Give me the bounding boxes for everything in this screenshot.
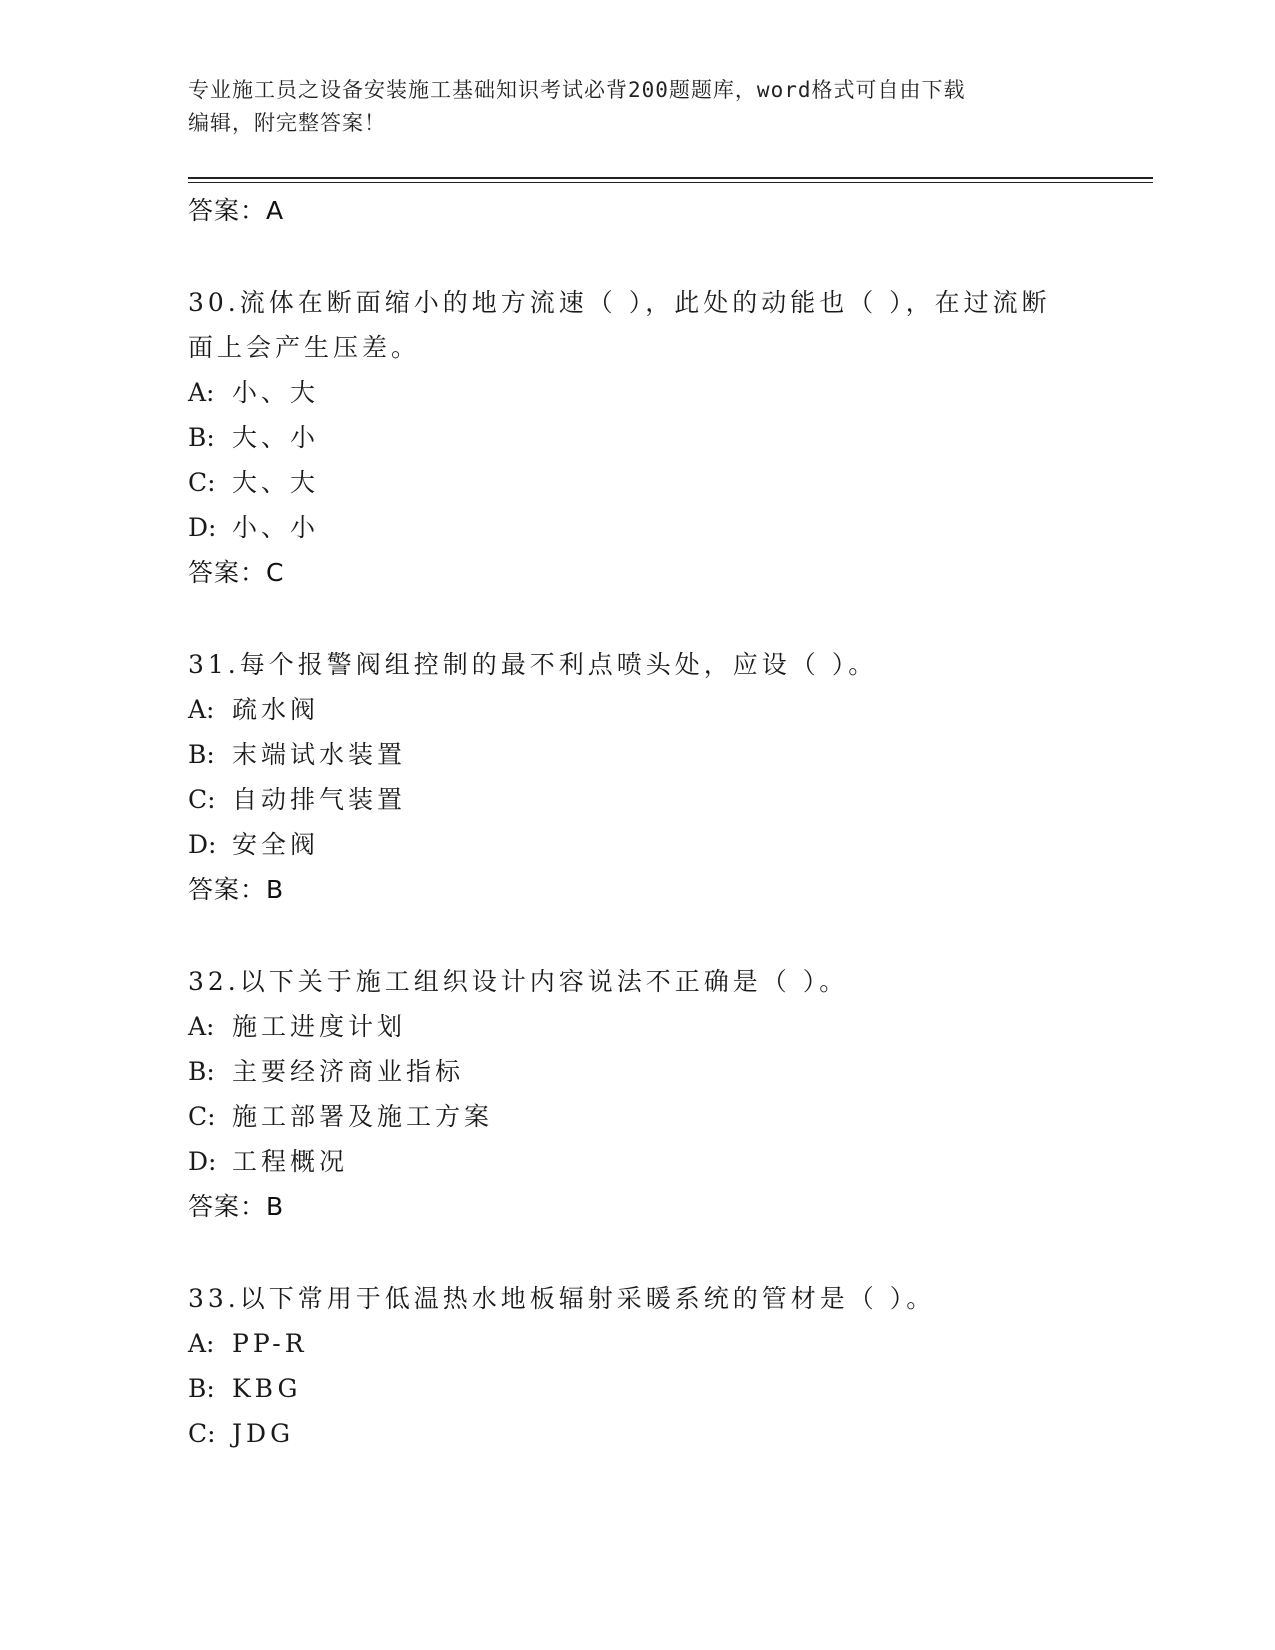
question-number: 31. (188, 650, 240, 679)
question-number: 30. (188, 288, 240, 317)
option-d: D: 工程概况 (188, 1147, 349, 1176)
document-header (188, 74, 1088, 140)
question-32 (188, 959, 1088, 1230)
option-c: C: 自动排气装置 (188, 785, 407, 814)
option-b: B: KBG (188, 1374, 302, 1403)
answer-32: 答案：B (188, 1192, 285, 1221)
option-a: A: 疏水阀 (188, 695, 320, 724)
header-divider (188, 177, 1153, 179)
option-b: B: 主要经济商业指标 (188, 1057, 465, 1086)
option-d: D: 安全阀 (188, 830, 320, 859)
question-31 (188, 642, 1088, 913)
option-c: C: 施工部署及施工方案 (188, 1102, 494, 1131)
question-number: 33. (188, 1284, 240, 1313)
option-a: A: PP-R (188, 1329, 308, 1358)
question-text-cont: 面上会产生压差。 (188, 333, 421, 362)
header-divider-thin (188, 182, 1153, 183)
option-a: A: 施工进度计划 (188, 1012, 407, 1041)
question-number: 32. (188, 967, 240, 996)
option-c: C: 大、大 (188, 468, 320, 497)
question-list (188, 188, 1088, 1456)
question-text: 31.每个报警阀组控制的最不利点喷头处，应设（ ）。 (188, 650, 878, 679)
question-30 (188, 280, 1088, 596)
option-b: B: 大、小 (188, 423, 320, 452)
option-a: A: 小、大 (188, 378, 320, 407)
option-d: D: 小、小 (188, 513, 320, 542)
question-text: 32.以下关于施工组织设计内容说法不正确是（ ）。 (188, 967, 849, 996)
question-text: 30.流体在断面缩小的地方流速（ ），此处的动能也（ ），在过流断 (188, 288, 1051, 317)
option-b: B: 末端试水装置 (188, 740, 407, 769)
option-c: C: JDG (188, 1419, 295, 1448)
question-text: 33.以下常用于低温热水地板辐射采暖系统的管材是（ ）。 (188, 1284, 936, 1313)
answer-31: 答案：B (188, 875, 285, 904)
answer-30: 答案：C (188, 558, 285, 587)
header-line-2: 编辑，附完整答案！ (188, 111, 386, 135)
answer-prev: 答案：A (188, 196, 285, 225)
question-33 (188, 1276, 1088, 1456)
header-line-1: 专业施工员之设备安装施工基础知识考试必背200题题库，word格式可自由下载 (188, 78, 966, 102)
